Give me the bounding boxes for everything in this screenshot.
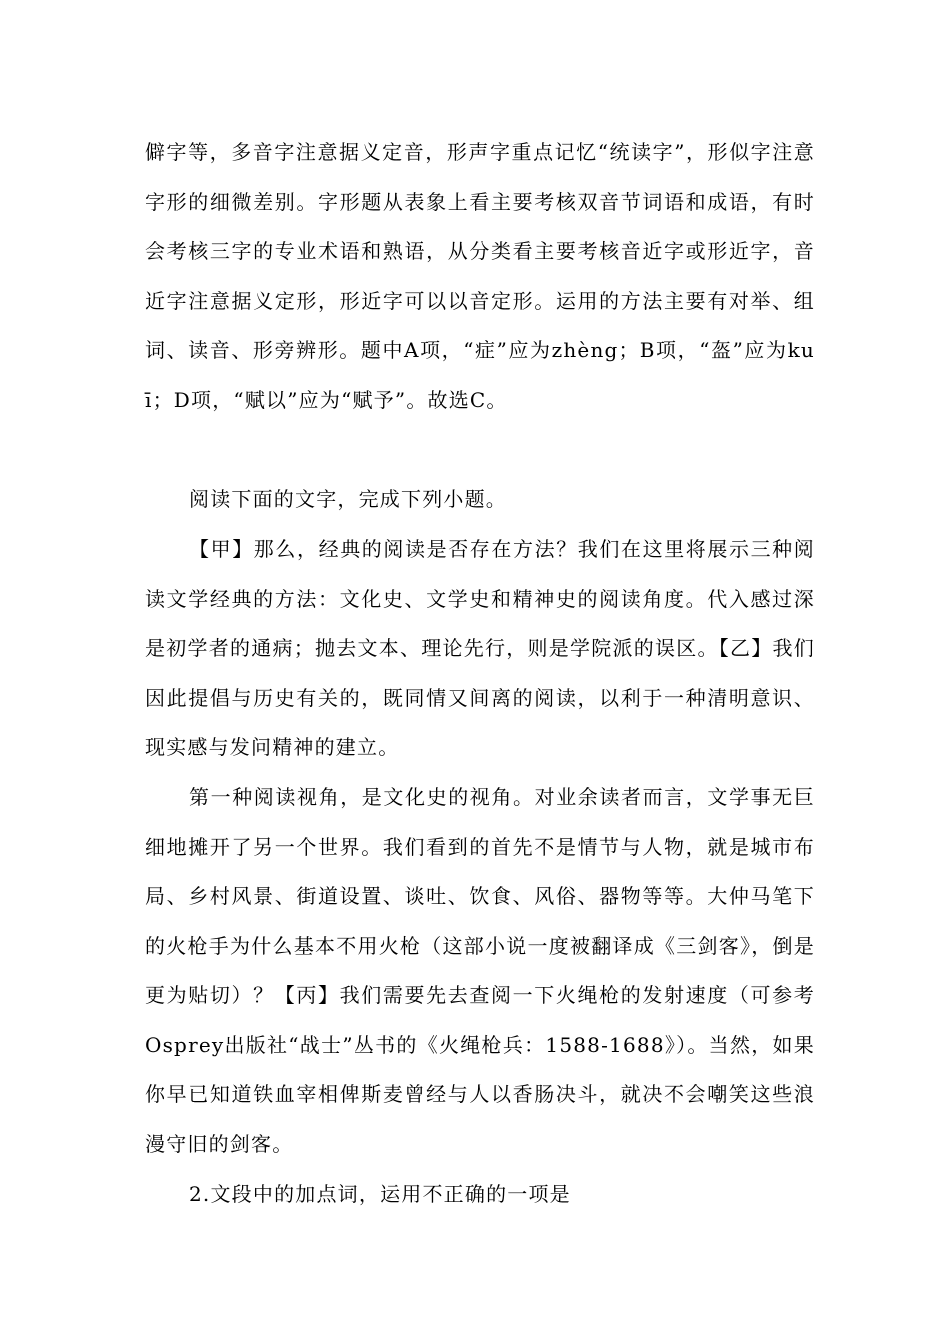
question-2: 2.文段中的加点词，运用不正确的一项是 [189, 1182, 571, 1206]
reading-instruction: 阅读下面的文字，完成下列小题。 [189, 487, 507, 511]
passage-paragraph-jia: 【甲】那么，经典的阅读是否存在方法？我们在这里将展示三种阅读文学经典的方法：文化史、文学史和精神史的阅读角度。代入感过深是初学者的通病；抛去文本、理论先行，则是学院派的误区。【乙】我们因此提倡与历史有关的，既同情又间离的阅读，以利于一种清明意识、现实感与发问精神的建立。 [145, 537, 815, 759]
passage-paragraph-cultural-history: 第一种阅读视角，是文化史的视角。对业余读者而言，文学事无巨细地摊开了另一个世界。我们看到的首先不是情节与人物，就是城市布局、乡村风景、街道设置、谈吐、饮食、风俗、器物等等。大仲马笔下的火枪手为什么基本不用火枪（这部小说一度被翻译成《三剑客》，倒是更为贴切）？【丙】我们需要先去查阅一下火绳枪的发射速度（可参考Osprey出版社“战士”丛书的《火绳枪兵：1588-1688》）。当然，如果你早已知道铁血宰相俾斯麦曾经与人以香肠决斗，就决不会嘲笑这些浪漫守旧的剑客。 [145, 785, 815, 1156]
answer-explanation-paragraph: 僻字等，多音字注意据义定音，形声字重点记忆“统读字”，形似字注意字形的细微差别。字形题从表象上看主要考核双音节词语和成语，有时会考核三字的专业术语和熟语，从分类看主要考核音近字或形近字，音近字注意据义定形，形近字可以以音定形。运用的方法主要有对举、组词、读音、形旁辨形。题中A项，“症”应为zhèng；B项，“盔”应为kuī；D项，“赋以”应为“赋予”。故选C。 [145, 140, 815, 412]
